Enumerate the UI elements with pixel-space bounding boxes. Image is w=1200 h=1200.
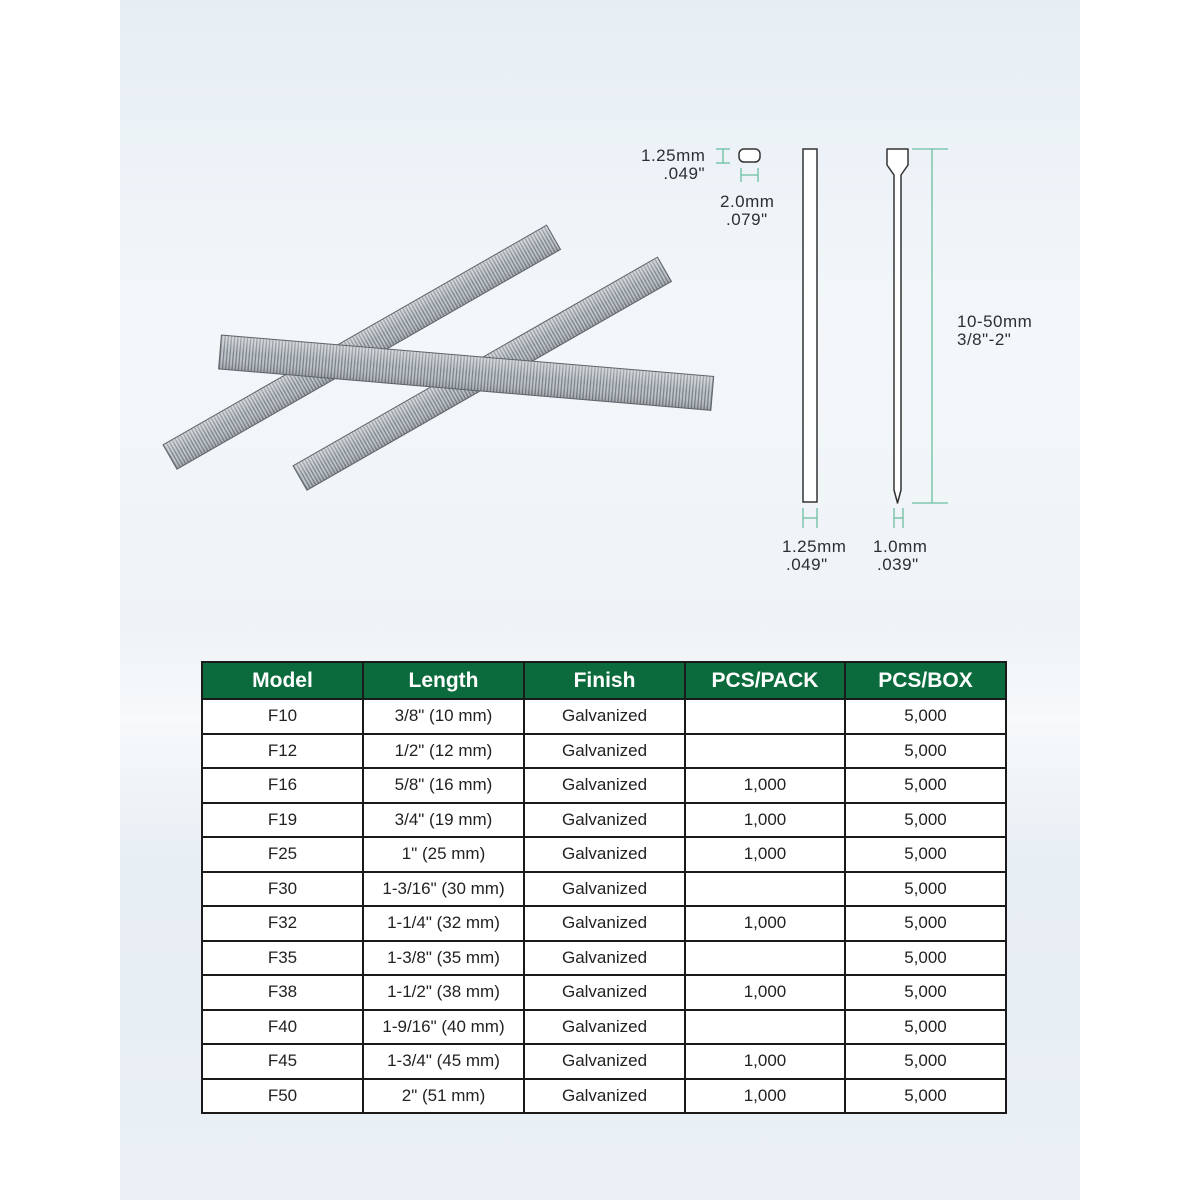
table-row xyxy=(202,1079,1006,1114)
tip-width-label: 1.0mm .039" xyxy=(873,537,928,574)
pcs-box-cell: 5,000 xyxy=(845,734,1006,769)
finish-cell: Galvanized xyxy=(524,699,685,734)
pcs-pack-cell: 1,000 xyxy=(685,906,845,941)
finish-cell: Galvanized xyxy=(524,1044,685,1079)
pcs-pack-cell xyxy=(685,1010,845,1045)
model-cell: F45 xyxy=(202,1044,363,1079)
table-row xyxy=(202,837,1006,872)
pcs-pack-cell: 1,000 xyxy=(685,975,845,1010)
pcs-box-cell: 5,000 xyxy=(845,906,1006,941)
pcs-box-cell: 5,000 xyxy=(845,837,1006,872)
pcs-pack-cell xyxy=(685,872,845,907)
finish-cell: Galvanized xyxy=(524,1010,685,1045)
length-cell: 5/8" (16 mm) xyxy=(363,768,524,803)
finish-cell: Galvanized xyxy=(524,768,685,803)
model-cell: F30 xyxy=(202,872,363,907)
length-cell: 1" (25 mm) xyxy=(363,837,524,872)
table-row xyxy=(202,941,1006,976)
pcs-box-cell: 5,000 xyxy=(845,803,1006,838)
table-row xyxy=(202,1044,1006,1079)
table-row xyxy=(202,734,1006,769)
model-cell: F32 xyxy=(202,906,363,941)
pcs-pack-cell: 1,000 xyxy=(685,803,845,838)
table-row xyxy=(202,768,1006,803)
finish-cell: Galvanized xyxy=(524,872,685,907)
pcs-pack-cell: 1,000 xyxy=(685,837,845,872)
model-cell: F50 xyxy=(202,1079,363,1114)
table-row xyxy=(202,906,1006,941)
pcs-box-cell: 5,000 xyxy=(845,699,1006,734)
model-cell: F19 xyxy=(202,803,363,838)
column-header-length: Length xyxy=(363,662,524,699)
pcs-pack-cell xyxy=(685,941,845,976)
head-height-label: 1.25mm .049" xyxy=(641,146,706,183)
model-cell: F12 xyxy=(202,734,363,769)
column-header-pcs-box: PCS/BOX xyxy=(845,662,1006,699)
length-cell: 3/4" (19 mm) xyxy=(363,803,524,838)
length-cell: 1-9/16" (40 mm) xyxy=(363,1010,524,1045)
pcs-pack-cell xyxy=(685,699,845,734)
length-cell: 2" (51 mm) xyxy=(363,1079,524,1114)
model-cell: F40 xyxy=(202,1010,363,1045)
table-row xyxy=(202,872,1006,907)
length-cell: 1-3/4" (45 mm) xyxy=(363,1044,524,1079)
pcs-box-cell: 5,000 xyxy=(845,1079,1006,1114)
pcs-pack-cell: 1,000 xyxy=(685,1044,845,1079)
model-cell: F16 xyxy=(202,768,363,803)
tip-width-marker xyxy=(894,508,903,528)
length-label: 10-50mm 3/8"-2" xyxy=(957,312,1033,349)
finish-cell: Galvanized xyxy=(524,1079,685,1114)
pcs-box-cell: 5,000 xyxy=(845,768,1006,803)
model-cell: F38 xyxy=(202,975,363,1010)
length-cell: 1/2" (12 mm) xyxy=(363,734,524,769)
head-width-label: 2.0mm .079" xyxy=(720,192,775,229)
shank-width-marker xyxy=(803,508,817,528)
pcs-box-cell: 5,000 xyxy=(845,1044,1006,1079)
shank-width-label: 1.25mm .049" xyxy=(782,537,847,574)
table-row xyxy=(202,975,1006,1010)
pcs-box-cell: 5,000 xyxy=(845,872,1006,907)
pcs-pack-cell: 1,000 xyxy=(685,768,845,803)
finish-cell: Galvanized xyxy=(524,941,685,976)
pcs-box-cell: 5,000 xyxy=(845,975,1006,1010)
length-cell: 1-1/2" (38 mm) xyxy=(363,975,524,1010)
finish-cell: Galvanized xyxy=(524,837,685,872)
table-body xyxy=(202,699,1006,1113)
table-header-row xyxy=(202,662,1006,699)
finish-cell: Galvanized xyxy=(524,975,685,1010)
length-cell: 3/8" (10 mm) xyxy=(363,699,524,734)
table-row xyxy=(202,1010,1006,1045)
finish-cell: Galvanized xyxy=(524,803,685,838)
pcs-box-cell: 5,000 xyxy=(845,1010,1006,1045)
model-cell: F35 xyxy=(202,941,363,976)
length-cell: 1-3/8" (35 mm) xyxy=(363,941,524,976)
column-header-model: Model xyxy=(202,662,363,699)
length-cell: 1-3/16" (30 mm) xyxy=(363,872,524,907)
table-row xyxy=(202,699,1006,734)
table-row xyxy=(202,803,1006,838)
model-cell: F10 xyxy=(202,699,363,734)
finish-cell: Galvanized xyxy=(524,734,685,769)
length-dimension-line xyxy=(912,149,948,503)
pcs-pack-cell xyxy=(685,734,845,769)
pcs-pack-cell: 1,000 xyxy=(685,1079,845,1114)
nail-front-view xyxy=(887,149,908,503)
model-cell: F25 xyxy=(202,837,363,872)
head-profile xyxy=(739,149,760,162)
spec-table xyxy=(201,661,1007,1114)
column-header-finish: Finish xyxy=(524,662,685,699)
column-header-pcs-pack: PCS/PACK xyxy=(685,662,845,699)
finish-cell: Galvanized xyxy=(524,906,685,941)
nail-side-view xyxy=(803,149,817,502)
length-cell: 1-1/4" (32 mm) xyxy=(363,906,524,941)
pcs-box-cell: 5,000 xyxy=(845,941,1006,976)
